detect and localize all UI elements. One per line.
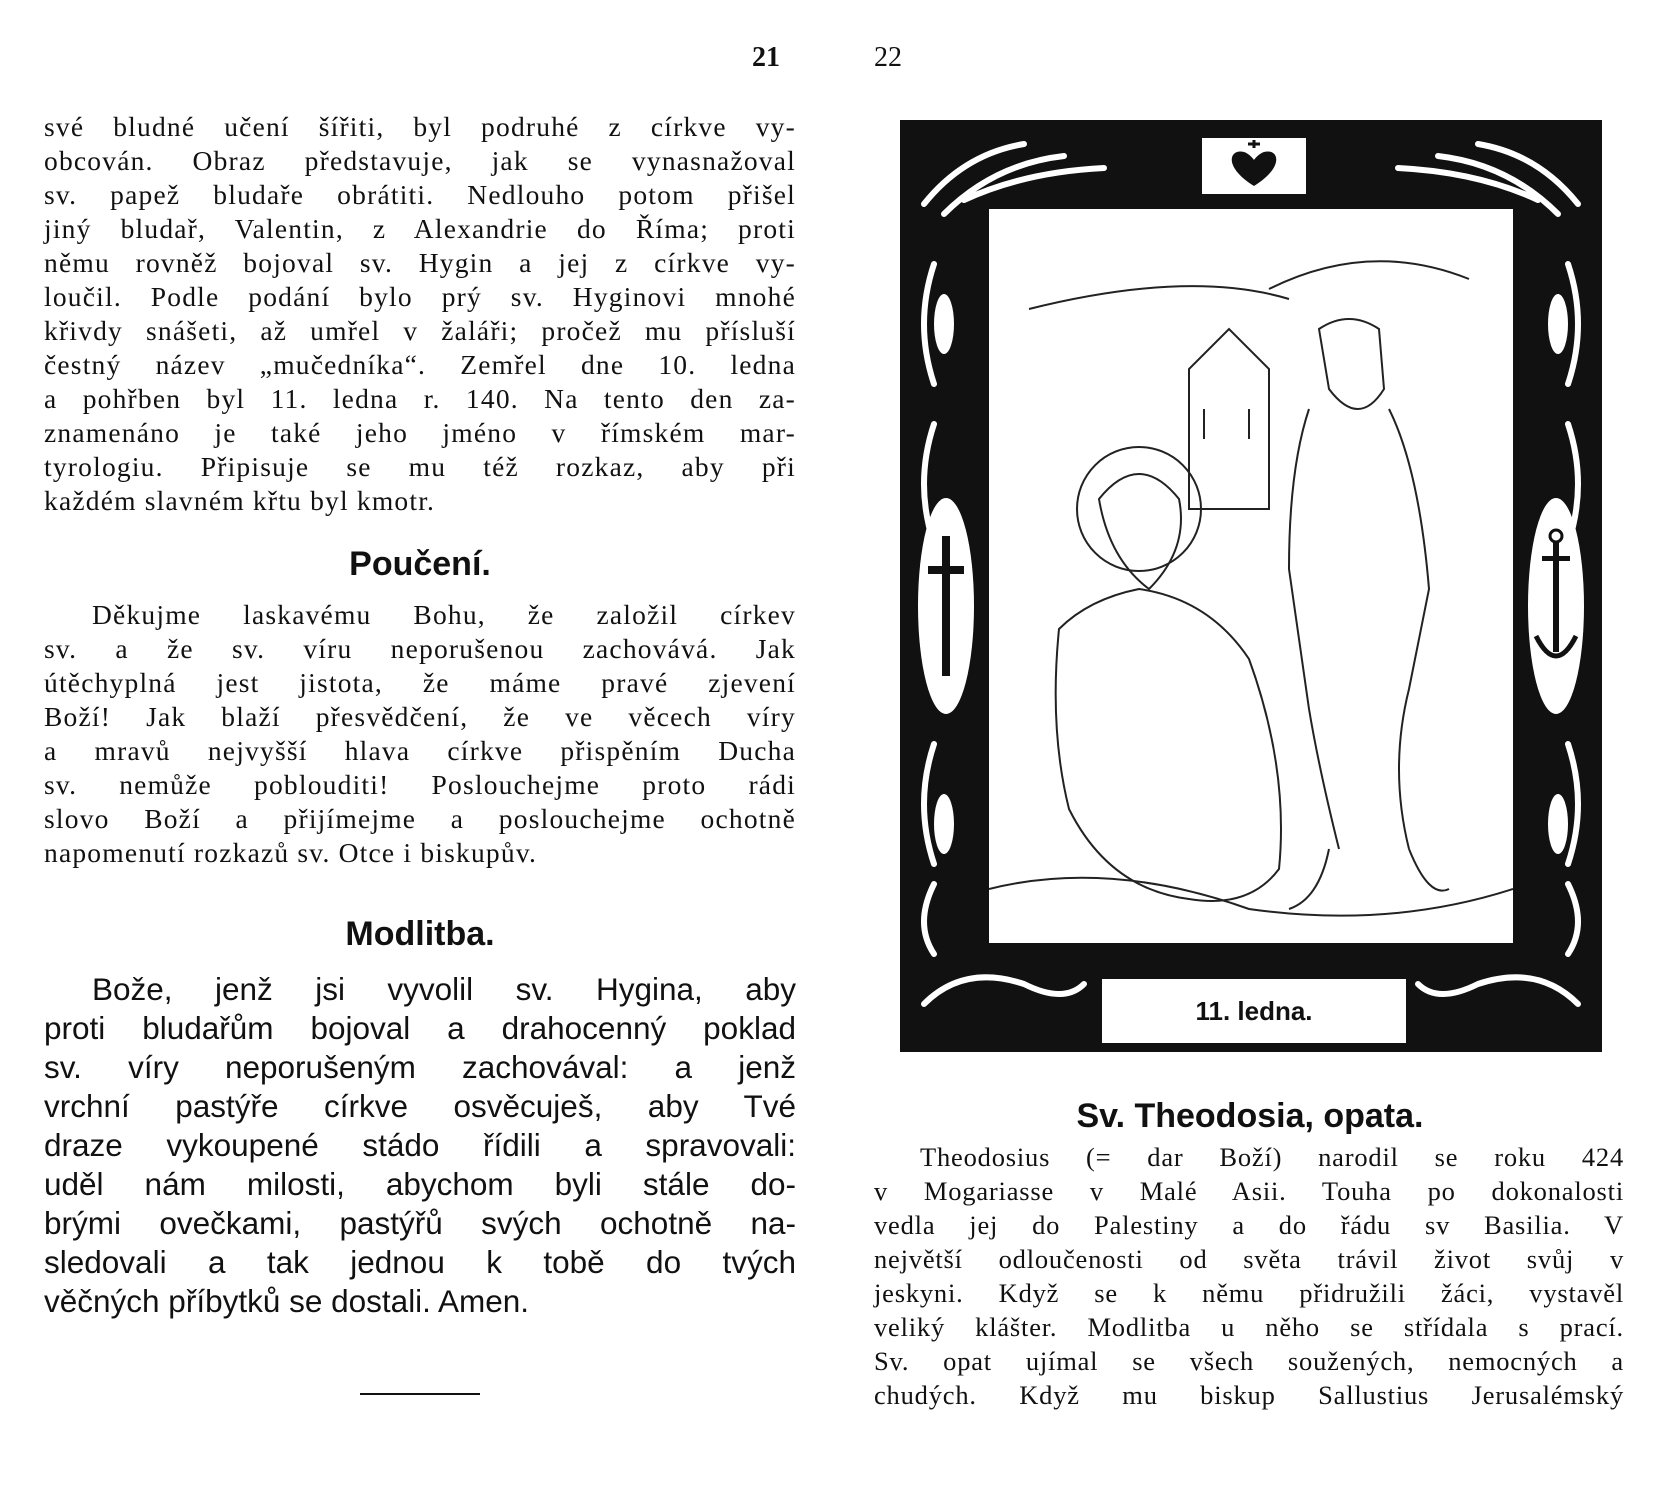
saint-heading: Sv. Theodosia, opata. [1076, 1097, 1424, 1135]
text-line: Sv. opat ujímal se všech soužených, nemocných a [874, 1346, 1624, 1376]
instruction-paragraph [44, 598, 796, 870]
end-rule [360, 1393, 480, 1395]
text-line: napomenutí rozkazů sv. Otce i biskupův. [44, 837, 538, 868]
text-line: chudých. Když mu biskup Sallustius Jerusalémský [874, 1380, 1624, 1410]
cross-icon [916, 496, 976, 716]
text-line: a mravů nejvyšší hlava církve přispěním Ducha [44, 735, 796, 766]
right-page [828, 0, 1656, 1500]
text-line: Bože, jenž jsi vyvolil sv. Hygina, aby [92, 971, 796, 1007]
text-line: sv. víry neporušeným zachovával: a jenž [44, 1049, 796, 1085]
saint-and-soldier-illustration [989, 209, 1513, 943]
text-line: slovo Boží a přijímejme a poslouchejme ochotně [44, 803, 796, 834]
text-line: draze vykoupené stádo řídili a spravovali: [44, 1127, 796, 1163]
section-heading-instruction: Poučení. [349, 545, 491, 583]
text-line: čestný název „mučedníka“. Zemřel dne 10. ledna [44, 349, 796, 380]
text-line: jeskyni. Když se k němu přidružili žáci, vystavěl [874, 1278, 1624, 1308]
text-line: sledovali a tak jednou k tobě do tvých [44, 1244, 796, 1280]
text-line: obcován. Obraz představuje, jak se vynasnažoval [44, 145, 796, 176]
sacred-heart-icon [1202, 138, 1306, 194]
text-line: sv. a že sv. víru neporušenou zachovává. Jak [44, 633, 796, 664]
text-line: vedla jej do Palestiny a do řádu sv Basilia. V [874, 1210, 1624, 1240]
text-line: vrchní pastýře církve osvěcuješ, aby Tvé [44, 1088, 796, 1124]
illustration-image [986, 206, 1516, 946]
text-line: Děkujme laskavému Bohu, že založil církev [92, 599, 796, 630]
text-line: a pohřben byl 11. ledna r. 140. Na tento den za- [44, 383, 796, 414]
text-line: loučil. Podle podání bylo prý sv. Hyginovi mnohé [44, 281, 796, 312]
text-line: v Mogariasse v Malé Asii. Touha po dokonalosti [874, 1176, 1624, 1206]
text-line: brými ovečkami, pastýřů svých ochotně na- [44, 1205, 796, 1241]
text-line: jiný bludař, Valentin, z Alexandrie do Říma; proti [44, 213, 796, 244]
text-line: Boží! Jak blaží přesvědčení, že ve věcech víry [44, 701, 796, 732]
page-number: 22 [874, 42, 902, 73]
text-line: útěchyplná jest jistota, že máme pravé zjevení [44, 667, 796, 698]
page-number: 21 [752, 42, 780, 73]
saint-body-paragraph [874, 1140, 1624, 1412]
text-line: největší odloučenosti od světa trávil život svůj v [874, 1244, 1624, 1274]
prayer-paragraph [44, 970, 796, 1321]
text-line: němu rovněž bojoval sv. Hygin a jej z církve vy- [44, 247, 796, 278]
text-line: věčných příbytků se dostali. Amen. [44, 1283, 529, 1319]
text-line: křivdy snášeti, až umřel v žaláři; pročež mu přísluší [44, 315, 796, 346]
text-line: tyrologiu. Připisuje se mu též rozkaz, aby při [44, 451, 796, 482]
text-line: každém slavném křtu byl kmotr. [44, 485, 436, 516]
text-line: sv. nemůže poblouditi! Poslouchejme proto rádi [44, 769, 796, 800]
text-line: uděl nám milosti, abychom byli stále do- [44, 1166, 796, 1202]
text-line: proti bludařům bojoval a drahocenný poklad [44, 1010, 796, 1046]
text-line: sv. papež bludaře obrátiti. Nedlouho potom přišel [44, 179, 796, 210]
feast-date-label: 11. ledna. [1099, 976, 1409, 1046]
text-line: znamenáno je také jeho jméno v římském mar- [44, 417, 796, 448]
intro-paragraph [44, 110, 796, 518]
section-heading-prayer: Modlitba. [345, 915, 495, 953]
anchor-icon [1526, 496, 1586, 716]
text-line: veliký klášter. Modlitba u něho se střídala s prací. [874, 1312, 1624, 1342]
text-line: Theodosius (= dar Boží) narodil se roku 424 [920, 1142, 1624, 1172]
text-line: své bludné učení šířiti, byl podruhé z církve vy- [44, 111, 796, 142]
illustration-frame [900, 120, 1602, 1052]
